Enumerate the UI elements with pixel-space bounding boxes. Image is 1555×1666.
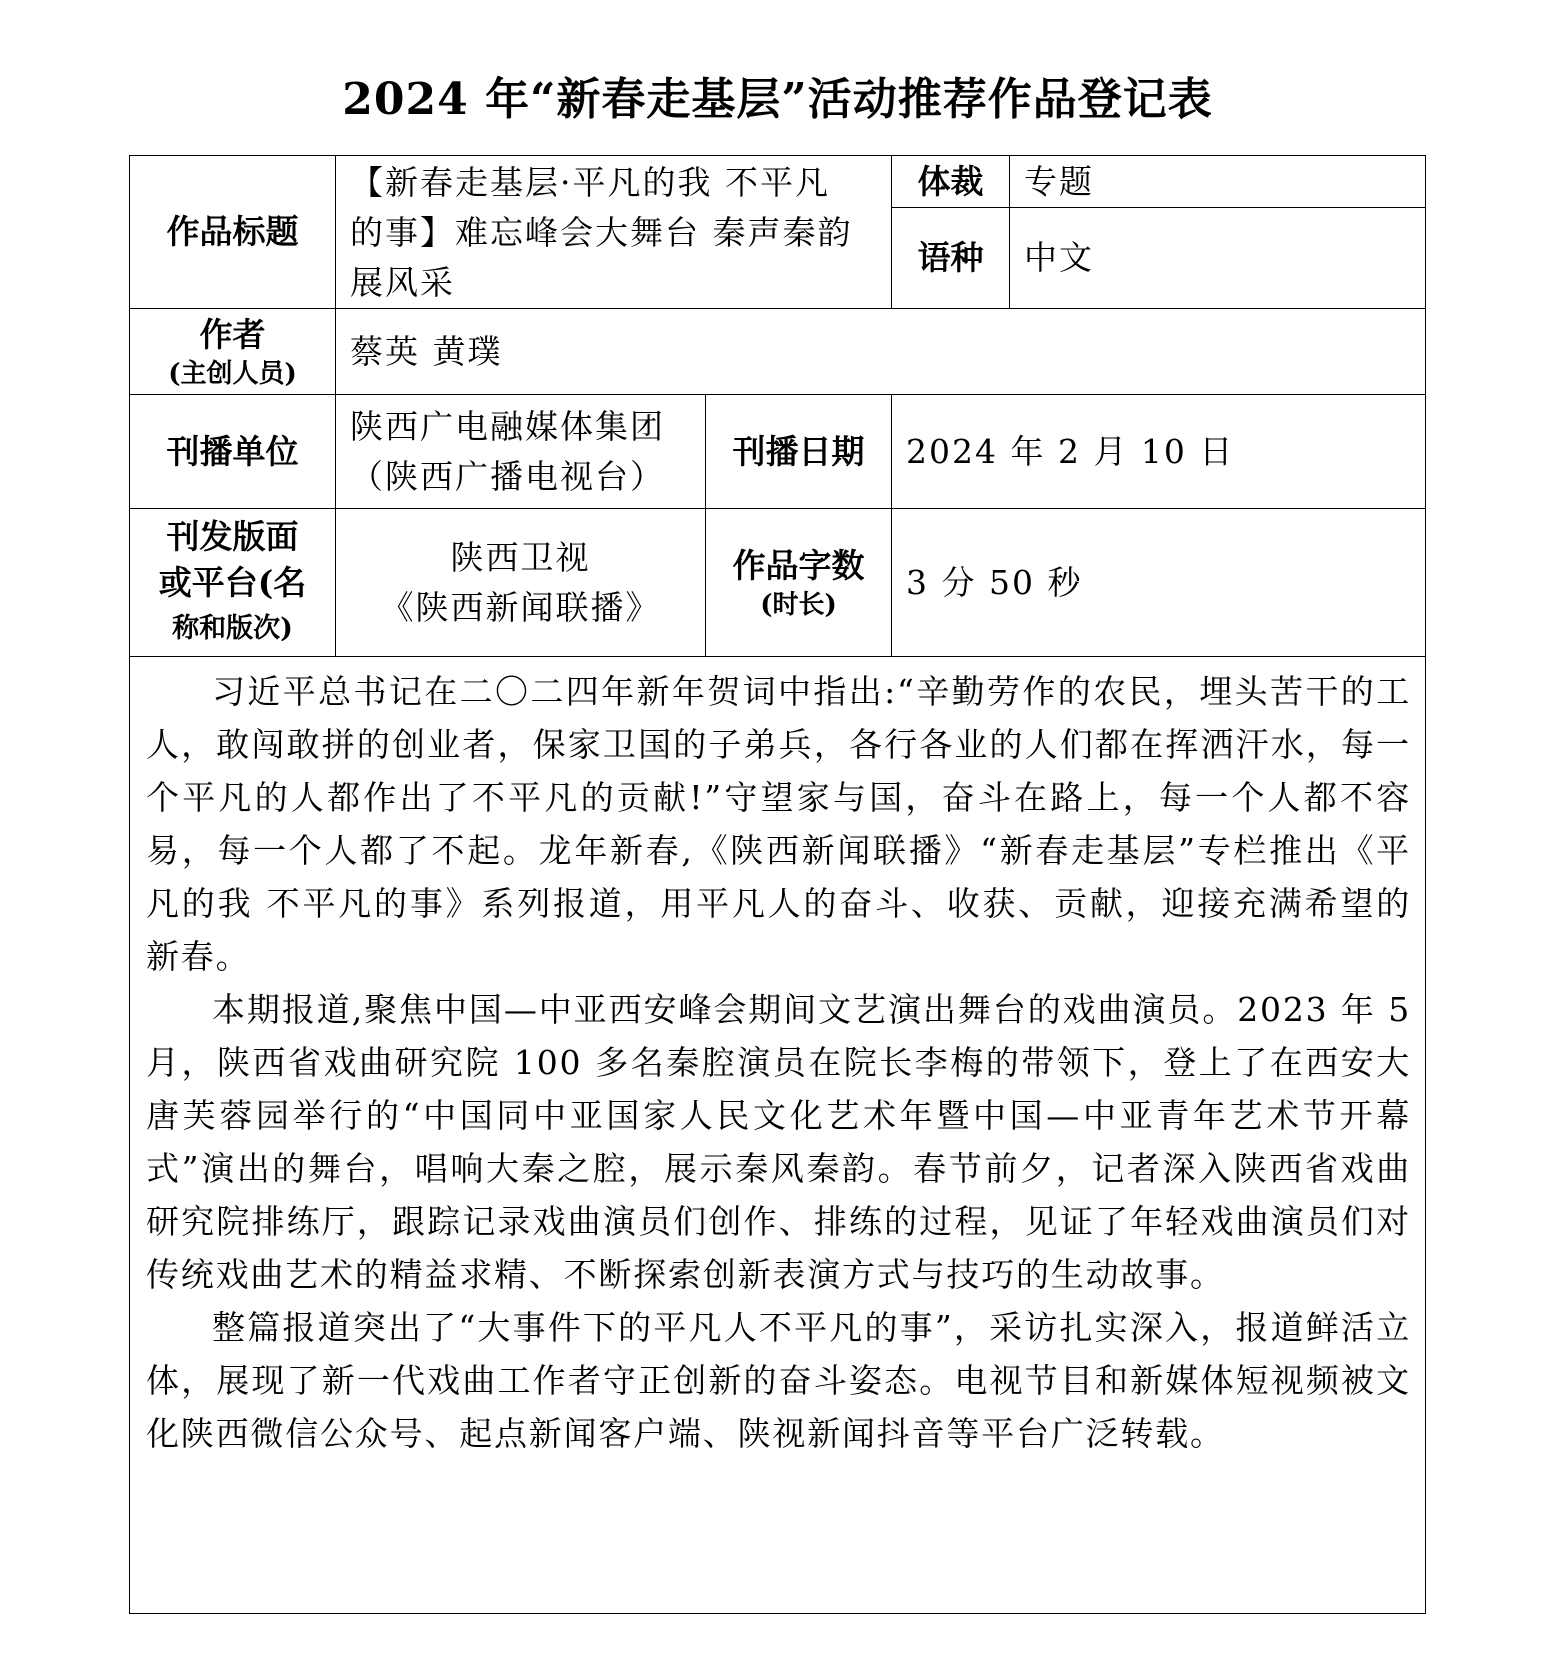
- length-label: 作品字数: [732, 545, 865, 585]
- platform-value-line-1: 陕西卫视: [450, 537, 591, 577]
- summary-paragraph-3: 整篇报道突出了“大事件下的平凡人不平凡的事”，采访扎实深入，报道鲜活立体，展现了新一代戏曲工作者守正创新的奋斗姿态。电视节目和新媒体短视频被文化陕西微信公众号、起点新闻客户端、陕视新闻抖音等平台广泛转载。: [146, 1308, 1411, 1453]
- broadcast-date-label: 刊播日期: [732, 431, 865, 471]
- summary-paragraph-2: 本期报道,聚焦中国—中亚西安峰会期间文艺演出舞台的戏曲演员。2023 年 5 月，陕西省戏曲研究院 100 多名秦腔演员在院长李梅的带领下，登上了在西安大唐芙蓉园举行的“中国同中亚国家人民文化艺术年暨中国—中亚青年艺术节开幕式”演出的舞台，唱响大秦之腔，展示秦风秦韵。春节前夕，记者深入陕西省戏曲研究院排练厅，跟踪记录戏曲演员们创作、排练的过程，见证了年轻戏曲演员们对传统戏曲艺术的精益求精、不断探索创新表演方式与技巧的生动故事。: [146, 990, 1411, 1294]
- title-value-line-1: 【新春走基层·平凡的我 不平凡: [350, 163, 830, 202]
- publisher-value-line-2: （陕西广播电视台）: [350, 456, 665, 496]
- platform-label-cell: [130, 509, 336, 657]
- author-label: 作者: [199, 314, 266, 354]
- page-title: 2024 年“新春走基层”活动推荐作品登记表: [342, 74, 1213, 125]
- author-label-sub: (主创人员): [168, 358, 297, 389]
- language-label-cell: [892, 208, 1010, 309]
- genre-value: 专题: [1024, 161, 1094, 201]
- author-label-cell: [130, 309, 336, 395]
- publisher-value-line-1: 陕西广电融媒体集团: [350, 406, 665, 446]
- publisher-value-cell: [336, 395, 706, 509]
- title-label-cell: [130, 156, 336, 309]
- platform-label-line-2: 或平台(名: [158, 562, 307, 602]
- publisher-label-cell: [130, 395, 336, 509]
- summary-paragraph-1: 习近平总书记在二〇二四年新年贺词中指出:“辛勤劳作的农民，埋头苦干的工人，敢闯敢拼的创业者，保家卫国的子弟兵，各行各业的人们都在挥洒汗水，每一个平凡的人都作出了不平凡的贡献!”守望家与国，奋斗在路上，每一个人都不容易，每一个人都了不起。龙年新春,《陕西新闻联播》“新春走基层”专栏推出《平凡的我 不平凡的事》系列报道，用平凡人的奋斗、收获、贡献，迎接充满希望的新春。: [146, 672, 1411, 976]
- length-value-cell: [892, 509, 1426, 657]
- title-value-line-3: 展风采: [350, 263, 455, 302]
- publisher-label: 刊播单位: [166, 431, 299, 471]
- author-value: 蔡英 黄璞: [350, 331, 503, 371]
- platform-value-line-2: 《陕西新闻联播》: [380, 587, 661, 627]
- summary-cell: [130, 657, 1426, 1614]
- genre-value-cell: [1010, 156, 1426, 208]
- broadcast-date-label-cell: [706, 395, 892, 509]
- broadcast-date-value-cell: [892, 395, 1426, 509]
- language-value-cell: [1010, 208, 1426, 309]
- title-value-cell: [336, 156, 892, 309]
- platform-value-cell: [336, 509, 706, 657]
- platform-label-line-3: 称和版次): [172, 612, 293, 644]
- genre-label: 体裁: [917, 161, 984, 201]
- genre-label-cell: [892, 156, 1010, 208]
- length-label-sub: (时长): [760, 589, 837, 620]
- title-value-line-2: 的事】难忘峰会大舞台 秦声秦韵: [350, 213, 853, 252]
- language-value: 中文: [1024, 238, 1094, 278]
- broadcast-date-value: 2024 年 2 月 10 日: [906, 431, 1235, 471]
- length-value: 3 分 50 秒: [906, 562, 1083, 602]
- platform-label-line-1: 刊发版面: [166, 516, 299, 556]
- title-label: 作品标题: [166, 212, 299, 251]
- length-label-cell: [706, 509, 892, 657]
- language-label: 语种: [917, 238, 984, 278]
- author-value-cell: [336, 309, 1426, 395]
- registration-form-table: [129, 155, 1426, 1614]
